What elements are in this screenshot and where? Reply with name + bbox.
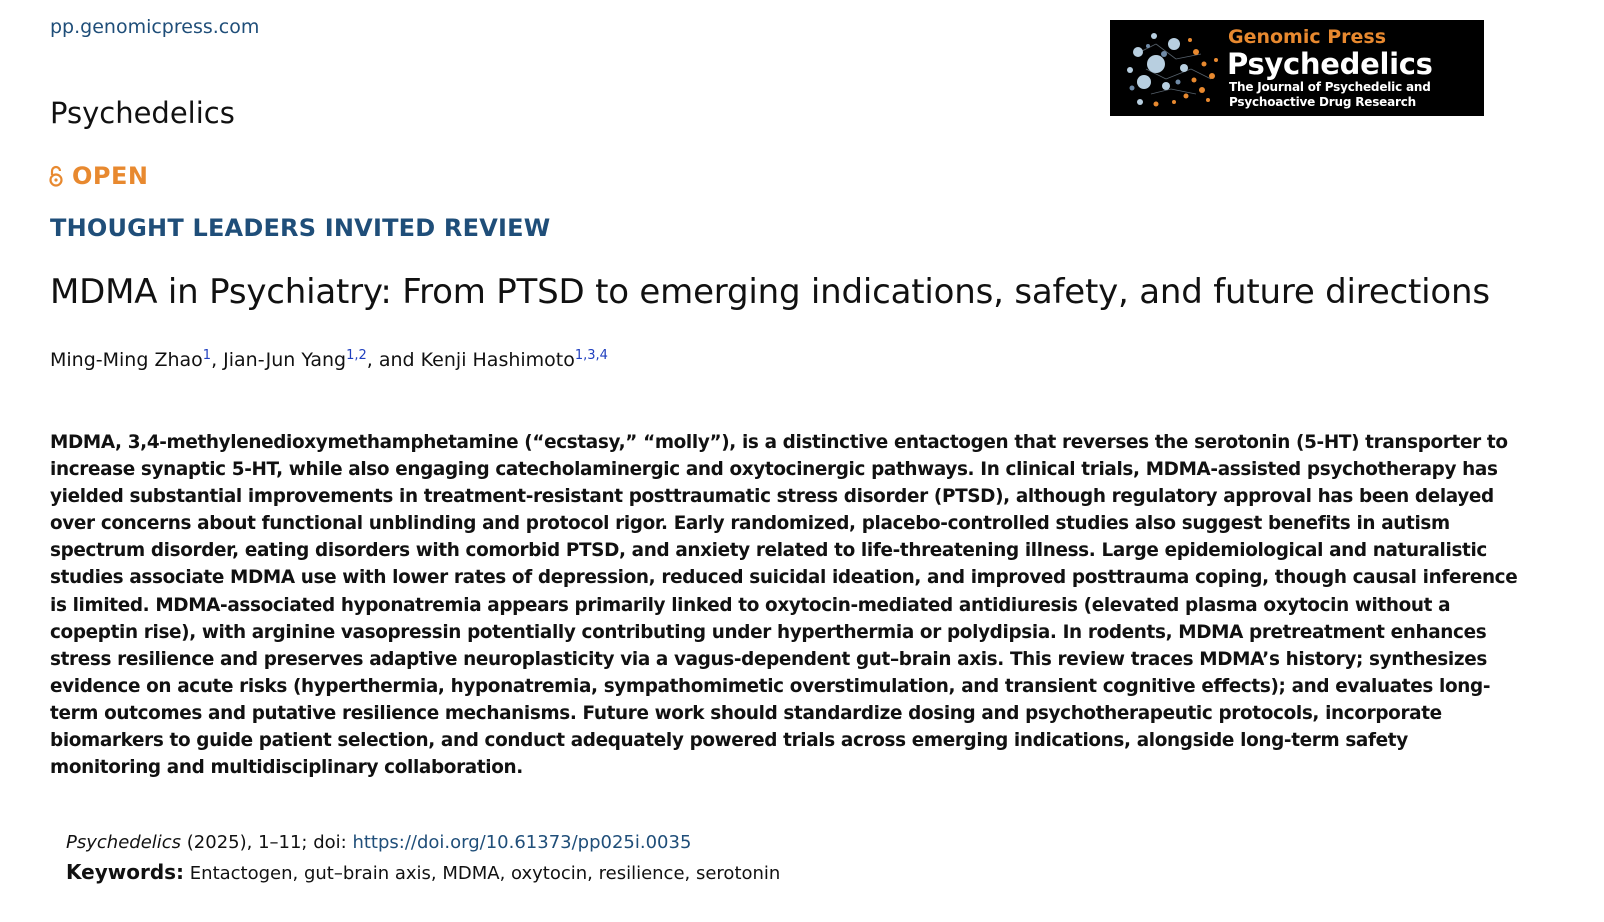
journal-logo xyxy=(1110,20,1484,116)
logo-journal-name: Psychedelics xyxy=(1227,47,1433,81)
abstract-text: MDMA, 3,4-methylenedioxymethamphetamine (“ecstasy,” “molly”), is a distinctive entactogen that reverses the serotonin (5-HT) transporter to increase synaptic 5-HT, while also engaging catecholaminergic and oxytocinergic pathways. In clinical trials, MDMA-assisted psychotherapy has yielded substantial improvements in treatment-resistant posttraumatic stress disorder (PTSD), although regulatory approval has been delayed over concerns about functional unblinding and protocol rigor. Early randomized, placebo-controlled studies also suggest benefits in autism spectrum disorder, eating disorders with comorbid PTSD, and anxiety related to life-threatening illness. Large epidemiological and naturalistic studies associate MDMA use with lower rates of depression, reduced suicidal ideation, and improved posttrauma coping, though causal inference is limited. MDMA-associated hyponatremia appears primarily linked to oxytocin-mediated antidiuresis (elevated plasma oxytocin without a copeptin rise), with arginine vasopressin potentially contributing under hyperthermia or polydipsia. In rodents, MDMA pretreatment enhances stress resilience and preserves adaptive neuroplasticity via a vagus-dependent gut–brain axis. This review traces MDMA’s history; synthesizes evidence on acute risks (hyperthermia, hyponatremia, sympathomimetic overstimulation, and transient cognitive effects); and evaluates long-term outcomes and putative resilience mechanisms. Future work should standardize dosing and psychotherapeutic protocols, incorporate biomarkers to guide patient selection, and conduct adequately powered trials across emerging indications, alongside long-term safety monitoring and multidisciplinary collaboration. xyxy=(50,432,1518,779)
citation-details: (2025), 1–11; doi: xyxy=(181,832,353,853)
article-title: MDMA in Psychiatry: From PTSD to emerging indications, safety, and future directions xyxy=(50,272,1490,312)
keywords-list: Entactogen, gut–brain axis, MDMA, oxytocin, resilience, serotonin xyxy=(189,863,781,884)
citation-line xyxy=(66,832,691,853)
open-access-label: OPEN xyxy=(72,162,149,190)
doi-link[interactable]: https://doi.org/10.61373/pp025i.0035 xyxy=(352,832,692,853)
keywords-line xyxy=(66,860,780,884)
keywords-label: Keywords: xyxy=(66,860,185,884)
open-lock-icon xyxy=(48,165,64,187)
author-affiliation[interactable]: 1,3,4 xyxy=(574,348,608,363)
author-list xyxy=(50,349,608,371)
author-name[interactable]: Jian-Jun Yang xyxy=(223,349,347,371)
author-separator: , xyxy=(211,349,224,371)
logo-subtitle: The Journal of Psychedelic and Psychoactive Drug Research xyxy=(1229,80,1431,109)
network-dots-icon xyxy=(1116,24,1226,114)
citation-journal: Psychedelics xyxy=(66,832,182,853)
logo-publisher: Genomic Press xyxy=(1228,26,1387,48)
open-access-badge xyxy=(48,162,148,190)
site-url-link[interactable]: pp.genomicpress.com xyxy=(50,16,260,38)
author-name[interactable]: Ming-Ming Zhao xyxy=(50,349,203,371)
author-separator: , and xyxy=(366,349,421,371)
author-affiliation[interactable]: 1,2 xyxy=(346,348,367,363)
author-name[interactable]: Kenji Hashimoto xyxy=(420,349,575,371)
article-type: THOUGHT LEADERS INVITED REVIEW xyxy=(50,214,551,242)
author-affiliation[interactable]: 1 xyxy=(202,348,212,363)
journal-name: Psychedelics xyxy=(50,96,235,130)
